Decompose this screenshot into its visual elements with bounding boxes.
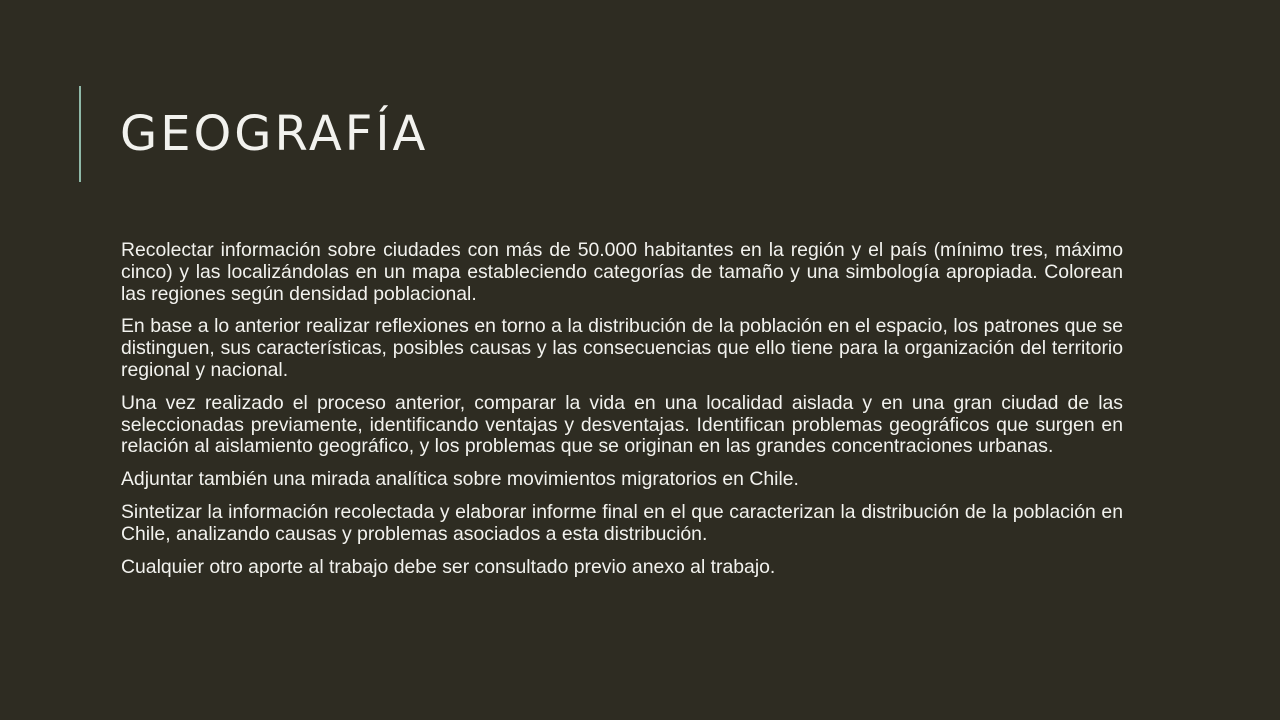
title-accent-bar (79, 86, 81, 182)
paragraph-isolated-vs-city: Una vez realizado el proceso anterior, comparar la vida en una localidad aislada y en una gran ciudad de las seleccionadas previamente, identificando ventajas y desventajas. Identifican problemas geográficos que surgen en relación al aislamiento geográfico, y los problemas que se originan en las grandes concentraciones urbanas. (121, 391, 1123, 458)
slide-body (121, 240, 1123, 589)
paragraph-migration: Adjuntar también una mirada analítica sobre movimientos migratorios en Chile. (121, 468, 799, 491)
paragraph-cities-map: Recolectar información sobre ciudades con más de 50.000 habitantes en la región y el país (mínimo tres, máximo cinco) y las localizándolas en un mapa estableciendo categorías de tamaño y una simbología apropiada. Colorean las regiones según densidad poblacional. (121, 239, 1123, 305)
slide-title: GEOGRAFÍA (120, 106, 429, 162)
paragraph-final-report: Sintetizar la información recolectada y elaborar informe final en el que caracterizan la distribución de la población en Chile, analizando causas y problemas asociados a esta distribución. (121, 500, 1123, 545)
paragraph-other-contributions: Cualquier otro aporte al trabajo debe ser consultado previo anexo al trabajo. (121, 555, 776, 578)
paragraph-distribution-reflection: En base a lo anterior realizar reflexiones en torno a la distribución de la población en el espacio, los patrones que se distinguen, sus características, posibles causas y las consecuencias que ello tiene para la organización del territorio regional y nacional. (121, 315, 1123, 381)
